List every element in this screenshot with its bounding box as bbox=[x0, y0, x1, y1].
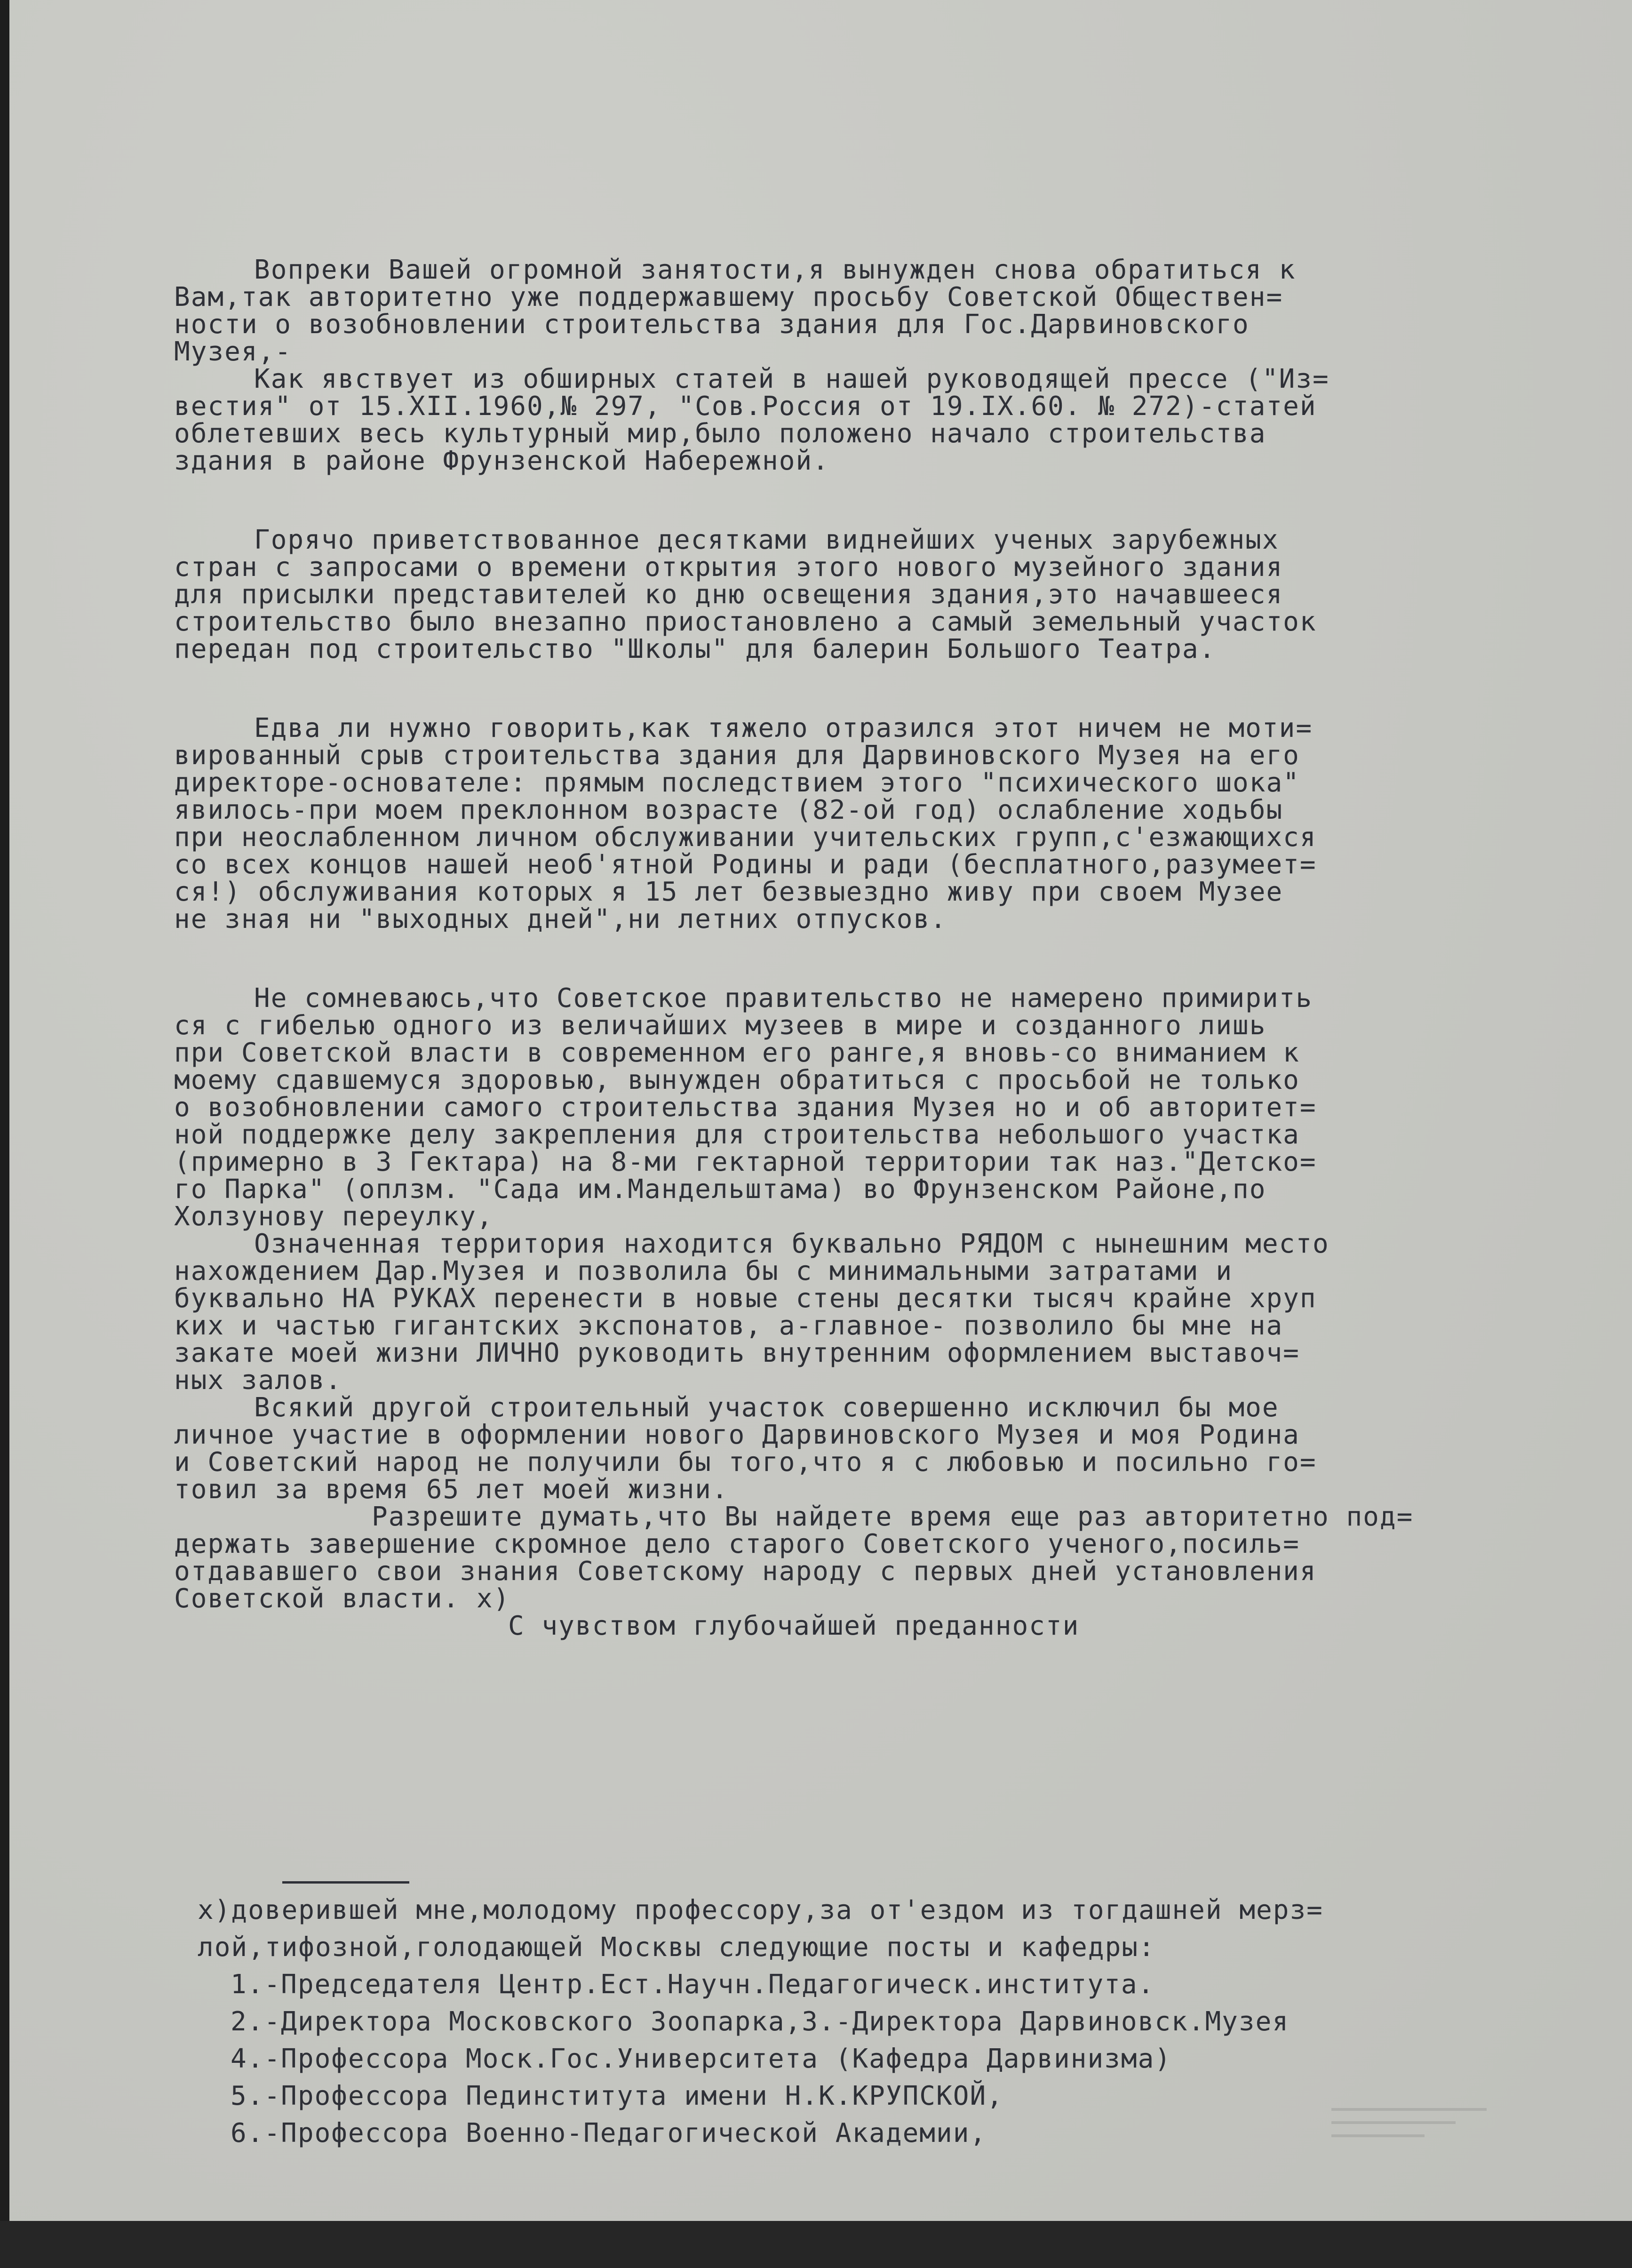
text-line: для присылки представителей ко дню освещения здания,это начавшееся bbox=[174, 579, 1283, 610]
footnote-item: 4.-Профессора Моск.Гос.Университета (Кафедра Дарвинизма) bbox=[231, 2044, 1172, 2074]
text-line: ся!) обслуживания которых я 15 лет безвыездно живу при своем Музее bbox=[174, 877, 1283, 907]
footnote-item: 6.-Профессора Военно-Педагогической Академии, bbox=[231, 2118, 987, 2148]
text-line: ких и частью гигантских экспонатов, а-главное- позволило бы мне на bbox=[174, 1310, 1283, 1341]
text-line: Горячо приветствованное десятками виднейших ученых зарубежных bbox=[254, 525, 1279, 555]
closing-line: С чувством глубочайшей преданности bbox=[508, 1611, 1080, 1641]
footnote-item: 2.-Директора Московского Зоопарка,3.-Директора Дарвиновск.Музея bbox=[231, 2006, 1290, 2037]
footnote-separator bbox=[282, 1881, 409, 1884]
paragraph-gap bbox=[174, 933, 1600, 985]
text-line: отдававшего свои знания Советскому народу с первых дней установления bbox=[174, 1556, 1317, 1587]
text-line: со всех концов нашей необ'ятной Родины и ради (бесплатного,разумеет= bbox=[174, 849, 1317, 880]
text-line: явилось-при моем преклонном возрасте (82-ой год) ослабление ходьбы bbox=[174, 795, 1283, 825]
text-line: стран с запросами о времени открытия этого нового музейного здания bbox=[174, 552, 1283, 583]
text-line: держать завершение скромное дело старого Советского ученого,посиль= bbox=[174, 1529, 1300, 1559]
letter-body bbox=[174, 256, 1600, 1640]
footnote-item: 5.-Профессора Пединститута имени Н.К.КРУПСКОЙ, bbox=[231, 2081, 1003, 2111]
text-line: Вам,так авторитетно уже поддержавшему просьбу Советской Обществен= bbox=[174, 282, 1283, 312]
text-line: ных залов. bbox=[174, 1365, 342, 1396]
text-line: Не сомневаюсь,что Советское правительство не намерено примирить bbox=[254, 983, 1313, 1014]
footnote-line: х)доверившей мне,молодому профессору,за от'ездом из тогдашней мерз= bbox=[198, 1895, 1323, 1925]
text-line: товил за время 65 лет моей жизни. bbox=[174, 1474, 729, 1505]
text-line: буквально НА РУКАХ перенести в новые стены десятки тысяч крайне хруп bbox=[174, 1283, 1317, 1314]
scan-left-edge bbox=[0, 0, 9, 2221]
text-line: ся с гибелью одного из величайших музеев в мире и созданного лишь bbox=[174, 1010, 1266, 1041]
paragraph-gap bbox=[174, 475, 1600, 527]
text-line: передан под строительство "Школы" для балерин Большого Театра. bbox=[174, 634, 1216, 664]
text-line: Вопреки Вашей огромной занятости,я вынужден снова обратиться к bbox=[254, 255, 1296, 285]
text-line: закате моей жизни ЛИЧНО руководить внутренним оформлением выставоч= bbox=[174, 1338, 1300, 1368]
text-line: Означенная территория находится буквально РЯДОМ с нынешним место bbox=[254, 1229, 1329, 1259]
text-line: ной поддержке делу закрепления для строительства небольшого участка bbox=[174, 1119, 1300, 1150]
paragraph-gap bbox=[174, 663, 1600, 715]
text-line: Музея,- bbox=[174, 336, 292, 367]
text-line: Советской власти. х) bbox=[174, 1583, 510, 1614]
footnote-line: лой,тифозной,голодающей Москвы следующие посты и кафедры: bbox=[198, 1932, 1155, 1963]
text-line: го Парка" (оплзм. "Сада им.Мандельштама) во Фрунзенском Районе,по bbox=[174, 1174, 1266, 1205]
text-line: (примерно в 3 Гектара) на 8-ми гектарной территории так наз."Детско= bbox=[174, 1147, 1317, 1177]
faded-stamp bbox=[1331, 2108, 1487, 2169]
text-line: Как явствует из обширных статей в нашей руководящей прессе ("Из= bbox=[254, 364, 1329, 394]
text-line: не зная ни "выходных дней",ни летних отпусков. bbox=[174, 904, 947, 934]
text-line: Всякий другой строительный участок совершенно исключил бы мое bbox=[254, 1392, 1279, 1423]
text-line: Холзунову переулку, bbox=[174, 1201, 494, 1232]
text-line: нахождением Дар.Музея и позволила бы с минимальными затратами и bbox=[174, 1256, 1233, 1286]
text-line: и Советский народ не получили бы того,что я с любовью и посильно го= bbox=[174, 1447, 1317, 1477]
text-line: облетевших весь культурный мир,было положено начало строительства bbox=[174, 418, 1266, 449]
text-line: вестия" от 15.XII.1960,№ 297, "Сов.Россия от 19.IX.60. № 272)-статей bbox=[174, 391, 1317, 422]
text-line: Едва ли нужно говорить,как тяжело отразился этот ничем не моти= bbox=[254, 713, 1313, 743]
text-line: при Советской власти в современном его ранге,я вновь-со вниманием к bbox=[174, 1038, 1300, 1068]
text-line: здания в районе Фрунзенской Набережной. bbox=[174, 446, 829, 476]
text-line: строительство было внезапно приостановлено а самый земельный участок bbox=[174, 607, 1317, 637]
scan-bottom-edge bbox=[0, 2221, 1632, 2268]
text-line: моему сдавшемуся здоровью, вынужден обратиться с просьбой не только bbox=[174, 1065, 1300, 1095]
text-line: Разрешите думать,что Вы найдете время еще раз авторитетно под= bbox=[372, 1501, 1414, 1532]
text-line: о возобновлении самого строительства здания Музея но и об авторитет= bbox=[174, 1092, 1317, 1123]
footnote-item: 1.-Председателя Центр.Ест.Научн.Педагогическ.института. bbox=[231, 1969, 1155, 2000]
text-line: личное участие в оформлении нового Дарвиновского Музея и моя Родина bbox=[174, 1420, 1300, 1450]
text-line: ности о возобновлении строительства здания для Гос.Дарвиновского bbox=[174, 309, 1250, 340]
text-line: директоре-основателе: прямым последствием этого "психического шока" bbox=[174, 767, 1300, 798]
text-line: вированный срыв строительства здания для Дарвиновского Музея на его bbox=[174, 740, 1300, 771]
text-line: при неослабленном личном обслуживании учительских групп,с'езжающихся bbox=[174, 822, 1317, 853]
